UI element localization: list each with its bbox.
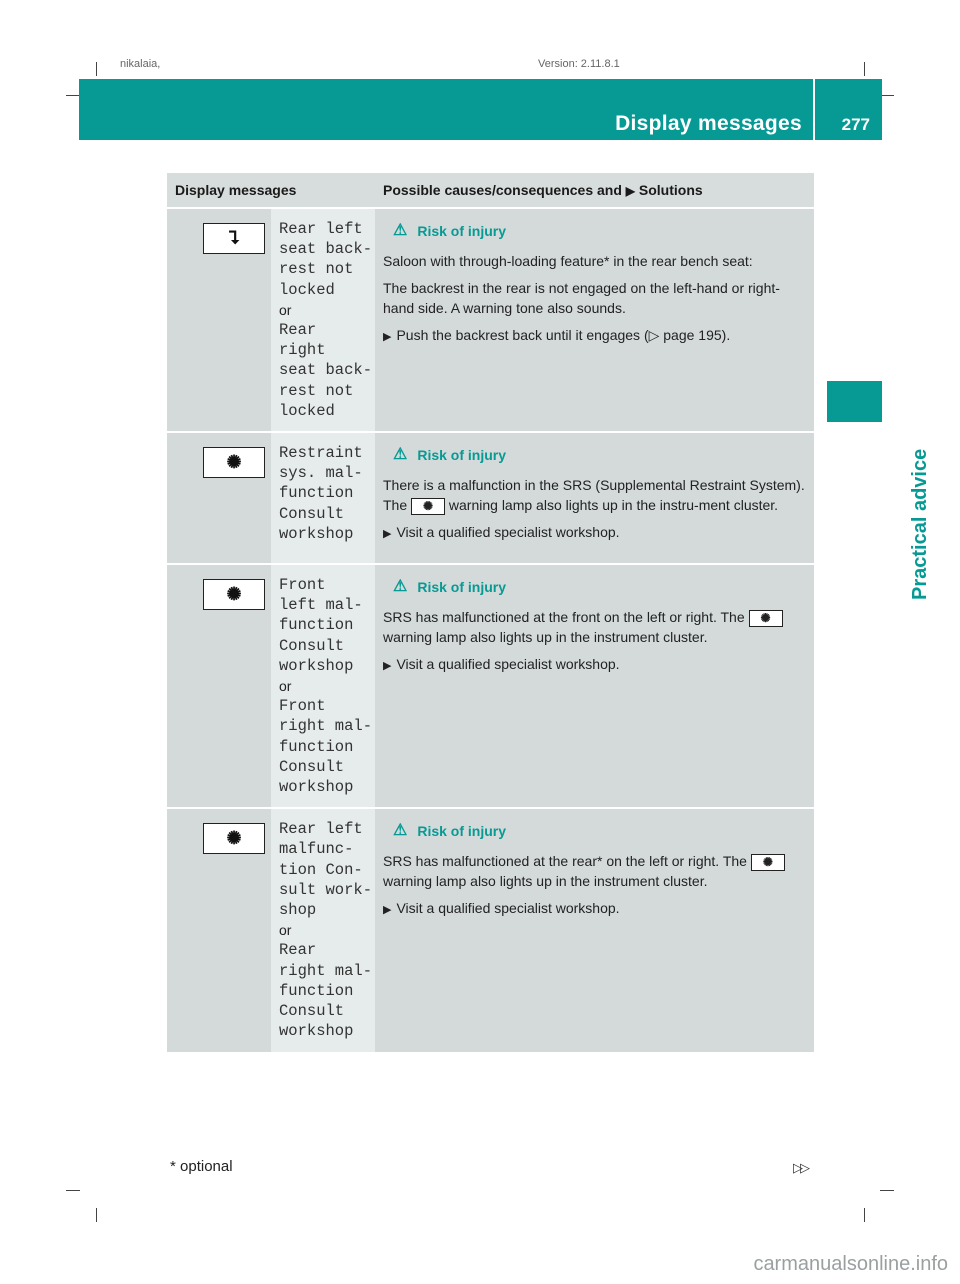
crop-mark — [880, 1190, 894, 1191]
section-tab — [827, 381, 882, 422]
message-text: Front left mal- function Consult workshop — [279, 576, 363, 675]
solution-cell — [375, 208, 814, 432]
play-arrow-icon: ▶ — [383, 528, 392, 541]
display-message — [271, 565, 375, 807]
risk-warning — [393, 821, 806, 841]
risk-label: Risk of injury — [417, 579, 507, 596]
message-text: Rear right mal- function Consult workshop — [279, 941, 373, 1041]
icon-cell — [167, 808, 271, 1051]
cause-text: The backrest in the rear is not engaged on the left-hand or right-hand side. A warning tone also sounds. — [383, 280, 780, 316]
cause-text-start: SRS has malfunctioned at the front on the left or right. The — [383, 609, 745, 626]
cause-text — [383, 475, 806, 515]
column-header-solutions-prefix: Possible causes/consequences and — [383, 182, 622, 198]
icon-cell — [167, 208, 271, 432]
column-header-display — [167, 173, 375, 208]
display-message — [271, 809, 375, 1051]
airbag-icon: ✺ — [203, 823, 265, 854]
icon-cell — [167, 432, 271, 564]
watermark: carmanualsonline.info — [753, 1253, 948, 1275]
risk-warning — [393, 221, 806, 241]
cause-text — [383, 607, 806, 647]
instruction — [383, 325, 806, 347]
icon-cell — [167, 564, 271, 808]
column-header-solutions — [375, 173, 814, 208]
or-label: or — [279, 678, 292, 695]
message-cell — [271, 564, 375, 808]
instruction-text: Push the backrest back until it engages (▷ page 195). — [396, 327, 731, 343]
or-label: or — [279, 301, 292, 318]
continue-arrows-icon: ▷▷ — [793, 1160, 807, 1175]
cause-text-start: SRS has malfunctioned at the rear* on the left or right. The — [383, 853, 747, 870]
message-text: Front right mal- function Consult workshop — [279, 697, 373, 797]
cause-text-end: warning lamp also lights up in the instru-ment cluster. — [448, 497, 779, 514]
airbag-icon: ✺ — [751, 854, 785, 871]
warning-triangle-icon: ⚠ — [393, 446, 408, 464]
column-header-solutions-suffix: Solutions — [638, 182, 703, 198]
footnote: * optional — [170, 1158, 233, 1175]
or-label: or — [279, 922, 292, 939]
message-cell — [271, 208, 375, 432]
display-messages-table — [167, 173, 814, 1052]
table-row — [167, 432, 814, 564]
header-divider — [813, 79, 815, 140]
instruction-text: Visit a qualified specialist workshop. — [396, 900, 620, 917]
cause-text-start: There is a malfunction in the SRS (Supplemental Restraint System). The — [383, 477, 805, 514]
cause-text: Saloon with through-loading feature* in the rear bench seat: — [383, 253, 753, 269]
play-arrow-icon: ▶ — [383, 660, 392, 673]
page-title: Display messages — [615, 112, 802, 135]
instruction — [383, 654, 806, 676]
airbag-icon: ✺ — [411, 498, 445, 515]
risk-warning — [393, 445, 806, 465]
message-text: Rear right seat back- rest not locked — [279, 321, 373, 420]
section-label: Practical advice — [908, 448, 931, 600]
crop-mark — [96, 1208, 97, 1222]
warning-triangle-icon: ⚠ — [393, 822, 408, 840]
column-header-display-label: Display messages — [175, 182, 297, 198]
print-slug-right: Version: 2.11.8.1 — [538, 58, 620, 70]
message-cell — [271, 808, 375, 1051]
message-cell — [271, 432, 375, 564]
message-text: Rear left malfunc- tion Con- sult work- shop — [279, 820, 373, 920]
crop-mark — [96, 62, 97, 76]
crop-mark — [864, 1208, 865, 1222]
instruction-text: Visit a qualified specialist workshop. — [396, 656, 620, 673]
print-slug-left: nikalaia, — [120, 58, 161, 70]
crop-mark — [864, 62, 865, 76]
warning-triangle-icon: ⚠ — [393, 222, 408, 239]
risk-label: Risk of injury — [417, 823, 507, 840]
instruction — [383, 898, 806, 920]
display-message: Restraint sys. mal- function Consult workshop — [279, 444, 363, 543]
seat-backrest-icon: ⮧ — [203, 223, 265, 254]
solution-cell — [375, 564, 814, 808]
instruction — [383, 522, 806, 544]
play-arrow-icon: ▶ — [383, 904, 392, 917]
page-header — [79, 79, 882, 140]
risk-label: Risk of injury — [417, 447, 507, 464]
warning-triangle-icon: ⚠ — [393, 578, 408, 596]
crop-mark — [66, 1190, 80, 1191]
table-row — [167, 564, 814, 808]
play-arrow-icon: ▶ — [625, 184, 636, 198]
cause-text-end: warning lamp also lights up in the instrument cluster. — [383, 873, 708, 890]
display-message — [271, 209, 375, 431]
table-row — [167, 808, 814, 1051]
crop-mark — [66, 95, 80, 96]
cause-text-end: warning lamp also lights up in the instrument cluster. — [383, 629, 708, 646]
message-text: Rear left seat back- rest not locked — [279, 220, 373, 299]
solution-cell — [375, 432, 814, 564]
crop-mark — [880, 95, 894, 96]
cause-text — [383, 851, 806, 891]
solution-cell — [375, 808, 814, 1051]
risk-warning — [393, 577, 806, 597]
risk-label: Risk of injury — [417, 223, 507, 239]
page-number: 277 — [841, 115, 870, 134]
airbag-icon: ✺ — [749, 610, 783, 627]
instruction-text: Visit a qualified specialist workshop. — [396, 524, 620, 541]
airbag-icon: ✺ — [203, 447, 265, 478]
airbag-icon: ✺ — [203, 579, 265, 610]
play-arrow-icon: ▶ — [383, 331, 392, 343]
table-row — [167, 208, 814, 432]
